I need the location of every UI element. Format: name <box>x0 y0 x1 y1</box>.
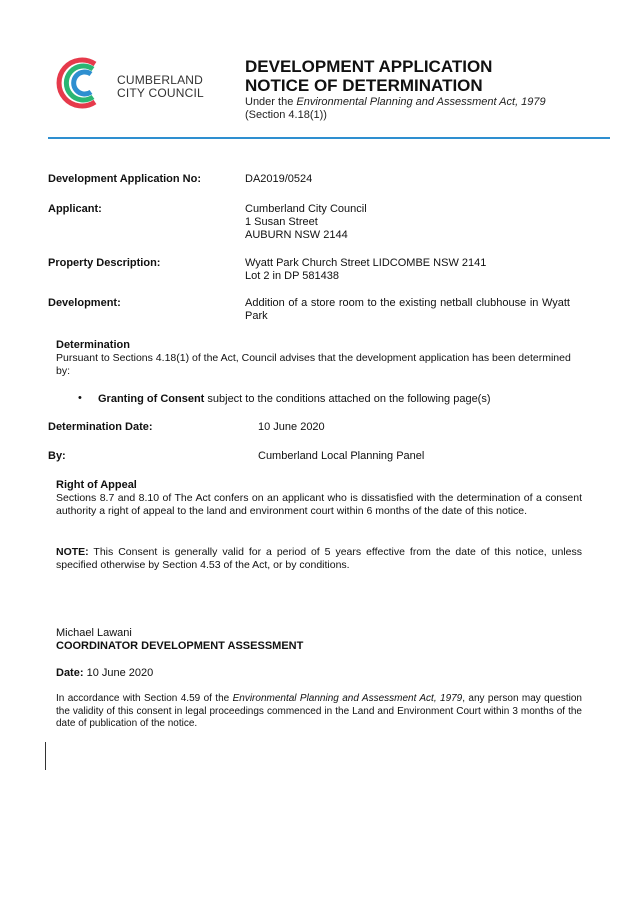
determination-text: Pursuant to Sections 4.18(1) of the Act, Council advises that the development application has been determined by: <box>56 352 571 377</box>
logo-text <box>117 74 204 100</box>
title-line1: DEVELOPMENT APPLICATION <box>245 57 493 76</box>
footer-rest: , any person may question the validity of this consent in legal proceedings commenced in the Land and Environment Court within 3 months of the date of publication of the notice. <box>56 693 582 729</box>
document-title <box>245 57 492 95</box>
subtitle-section: (Section 4.18(1)) <box>245 109 327 121</box>
logo-line1: CUMBERLAND <box>117 73 204 87</box>
consent-bullet <box>98 393 491 405</box>
appeal-heading: Right of Appeal <box>56 479 137 491</box>
title-line2: NOTICE OF DETERMINATION <box>245 76 483 95</box>
note-body: This Consent is generally valid for a period of 5 years effective from the date of this notice, unless specified otherwise by Section 4.53 of the Act, or by conditions. <box>56 546 582 571</box>
applicant-label: Applicant: <box>48 203 102 215</box>
property-line1: Wyatt Park Church Street LIDCOMBE NSW 2141 <box>245 257 487 269</box>
signoff-date-label: Date: <box>56 667 84 679</box>
document-subtitle <box>245 96 546 122</box>
council-logo <box>55 55 107 111</box>
consent-bold: Granting of Consent <box>98 393 205 405</box>
applicant-line1: Cumberland City Council <box>245 203 367 215</box>
signoff-date <box>56 667 582 680</box>
applicant-value <box>245 203 570 242</box>
signatory-role: COORDINATOR DEVELOPMENT ASSESSMENT <box>56 640 304 652</box>
note-text <box>56 546 582 572</box>
logo-line2: CITY COUNCIL <box>117 86 204 100</box>
determination-date-value: 10 June 2020 <box>258 421 325 433</box>
appeal-text: Sections 8.7 and 8.10 of The Act confers on an applicant who is dissatisfied with the determination of a consent authority a right of appeal to the land and environment court within 6 months of the date of this notice. <box>56 492 582 517</box>
by-value: Cumberland Local Planning Panel <box>258 450 425 462</box>
property-label: Property Description: <box>48 257 161 269</box>
da-number-label: Development Application No: <box>48 173 201 185</box>
signoff-date-value: 10 June 2020 <box>83 667 154 679</box>
property-value <box>245 257 570 283</box>
da-number-value: DA2019/0524 <box>245 173 313 185</box>
footer-act: Environmental Planning and Assessment Act, 1979 <box>232 693 463 704</box>
applicant-line2: 1 Susan Street <box>245 216 318 228</box>
development-label: Development: <box>48 297 121 309</box>
determination-heading: Determination <box>56 339 130 351</box>
property-line2: Lot 2 in DP 581438 <box>245 270 339 282</box>
signatory-name: Michael Lawani <box>56 627 132 639</box>
note-label: NOTE: <box>56 546 89 558</box>
applicant-line3: AUBURN NSW 2144 <box>245 229 348 241</box>
by-label: By: <box>48 450 66 462</box>
footer-prefix: In accordance with Section 4.59 of the <box>56 693 233 704</box>
development-value: Addition of a store room to the existing netball clubhouse in Wyatt Park <box>245 297 570 322</box>
consent-rest: subject to the conditions attached on the following page(s) <box>204 393 491 405</box>
subtitle-act: Environmental Planning and Assessment Act, 1979 <box>296 96 546 108</box>
text-cursor <box>45 742 46 770</box>
determination-date-label: Determination Date: <box>48 421 153 433</box>
header-rule <box>48 137 610 139</box>
footer-notice <box>56 693 582 731</box>
bullet-dot: • <box>78 392 82 404</box>
subtitle-prefix: Under the <box>245 96 297 108</box>
logo-ring-blue <box>74 72 91 94</box>
